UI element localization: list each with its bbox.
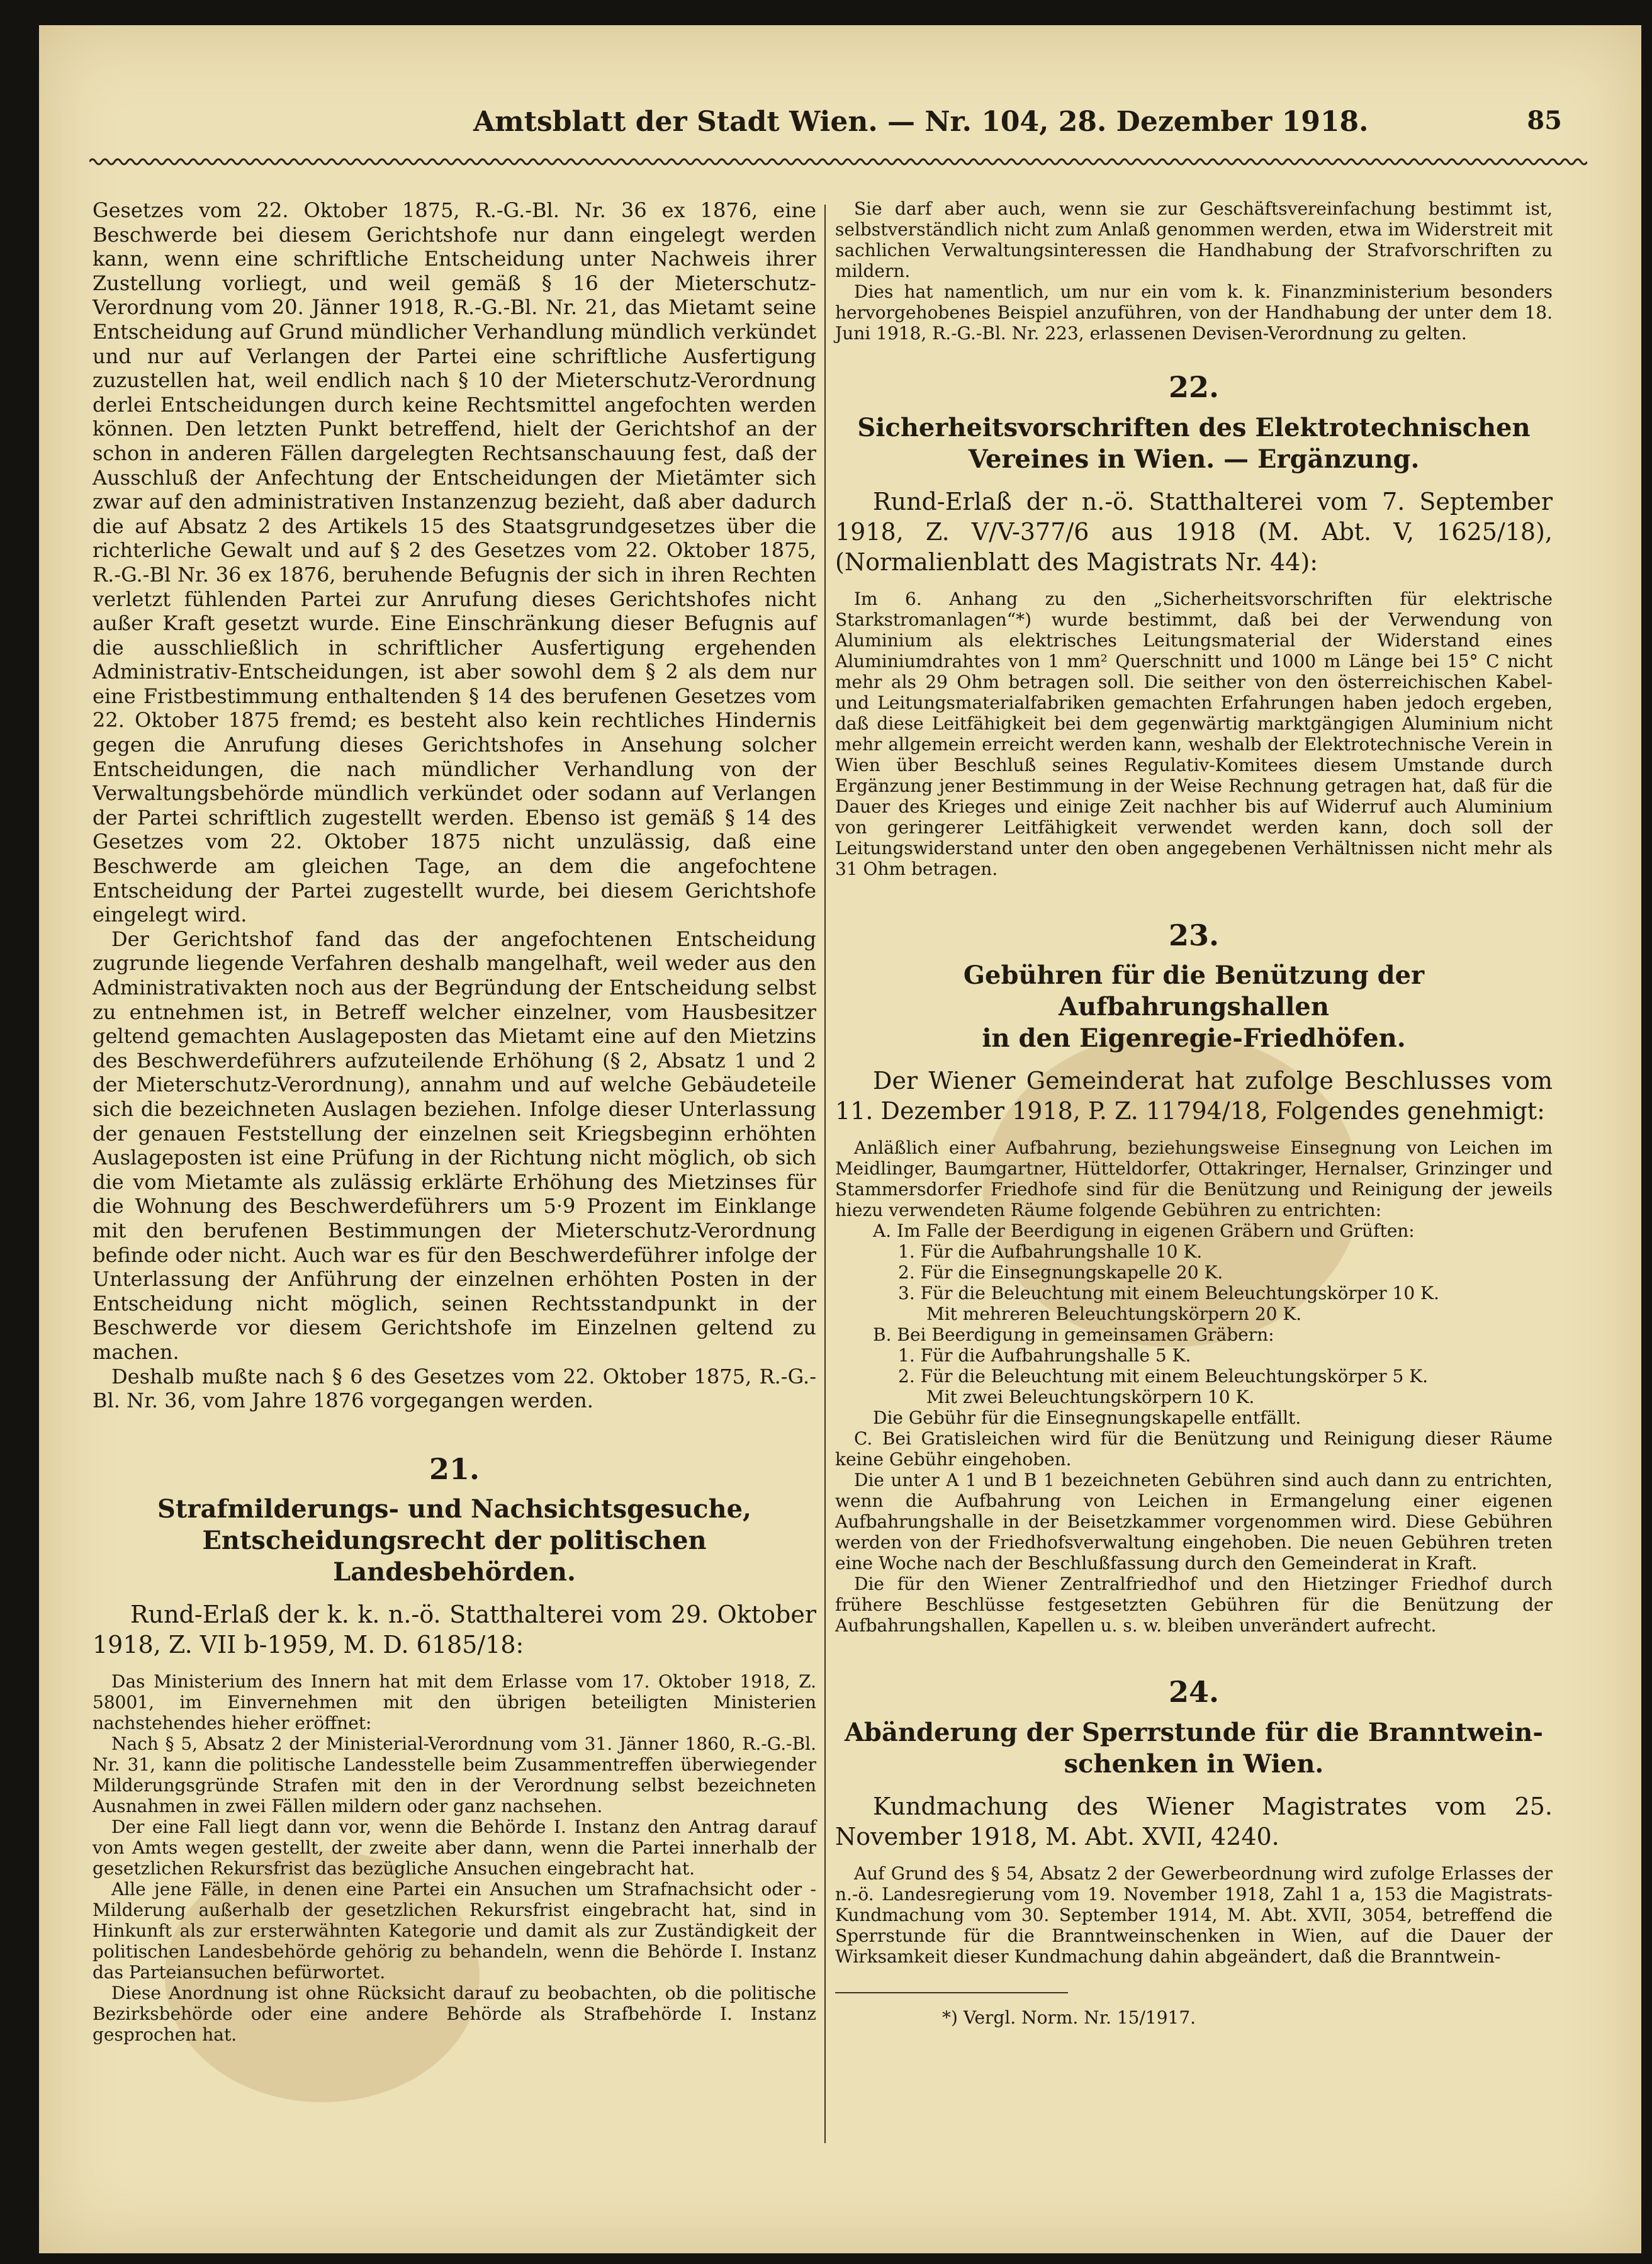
decree-text: Rund-Erlaß der k. k. n.-ö. Statthalterei vom 29. Oktober 1918, Z. VII b-1959, M. D. 6185/18:	[93, 1601, 816, 1659]
list-item-continuation: Mit zwei Beleuchtungskörpern 10 K.	[926, 1387, 1255, 1408]
paragraph: Die unter A 1 und B 1 bezeichneten Gebühren sind auch dann zu entrichten, wenn die Aufbahrung von Leichen in Ermangelung einer eigenen Aufbahrungshalle in der Beisetzkammer vorgenommen wird. Diese Gebühren werden von der Friedhofsverwaltung eingehoben. Die neuen Gebühren treten eine Woche nach der Beschlußfassung durch den Gemeinderat in Kraft.	[835, 1470, 1553, 1574]
paragraph: Alle jene Fälle, in denen eine Partei ein Ansuchen um Strafnachsicht oder -Milderung außerhalb der gesetzlichen Rekursfrist eingebracht hat, sind in Hinkunft als zur ersterwähnten Kategorie und damit als zur Zuständigkeit der politischen Landesbehörde gehörig zu behandeln, wenn die Behörde I. Instanz das Parteiansuchen befürwortet.	[93, 1879, 816, 1983]
column-divider	[824, 205, 826, 2143]
footnote-rule	[835, 1992, 1068, 1993]
paragraph: Das Ministerium des Innern hat mit dem Erlasse vom 17. Oktober 1918, Z. 58001, im Einvernehmen mit den übrigen beteiligten Ministerien nachstehendes hieher eröffnet:	[93, 1671, 816, 1734]
paragraph: Die für den Wiener Zentralfriedhof und den Hietzinger Friedhof durch frühere Beschlüsse festgesetzten Gebühren für die Benützung der Aufbahrungshallen, Kapellen u. s. w. bleiben unverändert aufrecht.	[835, 1574, 1553, 1636]
list-note: Die Gebühr für die Einsegnungskapelle entfällt.	[873, 1407, 1301, 1429]
section-body	[93, 1671, 816, 2045]
decree-reference	[835, 1791, 1553, 1852]
section-body	[835, 589, 1553, 879]
section-number: 24.	[1168, 1675, 1220, 1709]
list-item: 2. Für die Einsegnungskapelle 20 K.	[898, 1262, 1223, 1283]
section-title	[835, 412, 1553, 475]
paragraph: Auf Grund des § 54, Absatz 2 der Gewerbeordnung wird zufolge Erlasses der n.-ö. Landesregierung vom 19. November 1918, Zahl 1 a, 153 die Magistrats-Kundmachung vom 30. September 1914, M. Abt. XVII, 3054, betreffend die Sperrstunde für die Branntweinschenken in Wien, auf die Dauer der Wirksamkeit dieser Kundmachung dahin abgeändert, daß die Branntwein-	[835, 1862, 1553, 1967]
decree-text: Der Wiener Gemeinderat hat zufolge Beschlusses vom 11. Dezember 1918, P. Z. 11794/18, Folgendes genehmigt:	[835, 1067, 1553, 1125]
section-title-line: in den Eigenregie-Friedhöfen.	[982, 1023, 1406, 1054]
section-title	[93, 1494, 816, 1588]
paragraph: Sie darf aber auch, wenn sie zur Geschäftsvereinfachung bestimmt ist, selbstverständlich nicht zum Anlaß genommen werden, etwa im Widerstreit mit sachlichen Verwaltungsinteressen die Handhabung der Strafvorschriften zu mildern.	[835, 198, 1553, 281]
list-item: 3. Für die Beleuchtung mit einem Beleuchtungskörper 10 K.	[898, 1283, 1439, 1304]
decree-text: Kundmachung des Wiener Magistrates vom 25. November 1918, M. Abt. XVII, 4240.	[835, 1792, 1553, 1850]
section-title-line: Gebühren für die Benützung der Aufbahrungshallen	[963, 960, 1425, 1022]
list-item-continuation: Mit mehreren Beleuchtungskörpern 20 K.	[926, 1304, 1302, 1325]
header-rule	[89, 154, 1587, 169]
section-number: 23.	[1168, 918, 1220, 952]
section-number: 21.	[429, 1451, 480, 1486]
list-item: 1. Für die Aufbahrungshalle 10 K.	[898, 1241, 1203, 1263]
section-title-line: Sicherheitsvorschriften des Elektrotechnischen	[857, 412, 1531, 442]
paragraph: Nach § 5, Absatz 2 der Ministerial-Verordnung vom 31. Jänner 1860, R.-G.-Bl. Nr. 31, kann die politische Landesstelle beim Zusammentreffen überwiegender Milderungsgründe Strafen mit den in der Verordnung selbst bezeichneten Ausnahmen in zwei Fällen mildern oder ganz nachsehen.	[93, 1733, 816, 1817]
paragraph: Deshalb mußte nach § 6 des Gesetzes vom 22. Oktober 1875, R.-G.-Bl. Nr. 36, vom Jahre 1876 vorgegangen werden.	[93, 1364, 816, 1413]
decree-reference	[835, 1066, 1553, 1126]
section-title-line: Vereines in Wien. — Ergänzung.	[968, 444, 1420, 474]
list-item: 2. Für die Beleuchtung mit einem Beleuchtungskörper 5 K.	[898, 1366, 1429, 1387]
paragraph: Im 6. Anhang zu den „Sicherheitsvorschriften für elektrische Starkstromanlagen“*) wurde bestimmt, daß bei der Verwendung von Aluminium als elektrisches Leitungsmaterial der Widerstand eines Aluminiumdrahtes von 1 mm² Querschnitt und 1000 m Länge bei 15° C nicht mehr als 29 Ohm betragen soll. Die seither von den österreichischen Kabel- und Leitungsmaterialfabriken gemachten Erfahrungen haben jedoch ergeben, daß diese Leitfähigkeit bei dem gegenwärtig marktgängigen Aluminium nicht mehr allgemein erreicht werden kann, weshalb der Elektrotechnische Verein in Wien über Beschluß seines Regulativ-Komitees diesem Umstande durch Ergänzung jener Bestimmung in der Weise Rechnung getragen hat, daß für die Dauer des Krieges und einige Zeit nachher bis auf Widerruf auch Aluminium von geringerer Leitfähigkeit verwendet werden kann, doch soll der Leitungswiderstand unter den oben angegebenen Verhältnissen nicht mehr als 31 Ohm betragen.	[835, 588, 1553, 879]
paragraph: Dies hat namentlich, um nur ein vom k. k. Finanzministerium besonders hervorgehobenes Beispiel anzuführen, von der Handhabung der unter dem 18. Juni 1918, R.-G.-Bl. Nr. 223, erlassenen Devisen-Verordnung zu gelten.	[835, 281, 1553, 344]
decree-text: Rund-Erlaß der n.-ö. Statthalterei vom 7. September 1918, Z. V/V-377/6 aus 1918 (M. Abt. V, 1625/18), (Normalienblatt des Magistrats Nr. 44):	[835, 487, 1553, 576]
section-number: 22.	[1168, 370, 1220, 404]
decree-reference	[93, 1599, 816, 1660]
newspaper-page	[39, 25, 1641, 2253]
section-title-line: Strafmilderungs- und Nachsichtsgesuche,	[157, 1494, 751, 1524]
paragraph: Anläßlich einer Aufbahrung, beziehungsweise Einsegnung von Leichen im Meidlinger, Baumgartner, Hütteldorfer, Ottakringer, Hernalser, Grinzinger und Stammersdorfer Friedhofe sind für die Benützung und Reinigung der jeweils hiezu verwendeten Räume folgende Gebühren zu entrichten:	[835, 1137, 1553, 1221]
running-header: Amtsblatt der Stadt Wien. — Nr. 104, 28. Dezember 1918.	[473, 106, 1369, 138]
paragraph: Diese Anordnung ist ohne Rücksicht darauf zu beobachten, ob die politische Bezirksbehörde oder eine andere Behörde als Strafbehörde I. Instanz gesprochen hat.	[93, 1983, 816, 2046]
section-title	[835, 960, 1553, 1054]
right-column	[835, 198, 1553, 2030]
intro-block	[835, 198, 1553, 344]
section-body	[835, 1863, 1553, 1967]
section-body	[835, 1137, 1553, 1636]
section-title-line: schenken in Wien.	[1064, 1749, 1324, 1779]
footnote: *) Vergl. Norm. Nr. 15/1917.	[942, 2007, 1196, 2028]
paragraph: Der eine Fall liegt dann vor, wenn die Behörde I. Instanz den Antrag darauf von Amts wegen gestellt, der zweite aber dann, wenn die Partei innerhalb der gesetzlichen Rekursfrist das bezügliche Ansuchen eingebracht hat.	[93, 1816, 816, 1879]
list-item: 1. Für die Aufbahrungshalle 5 K.	[898, 1345, 1191, 1366]
decree-reference	[835, 487, 1553, 577]
section-title	[835, 1717, 1553, 1780]
paragraph: Der Gerichtshof fand das der angefochtenen Entscheidung zugrunde liegende Verfahren deshalb mangelhaft, weil weder aus den Administrativakten noch aus der Begründung der Entscheidung selbst zu entnehmen ist, in Betreff welcher einzelner, vom Hausbesitzer geltend gemachten Auslageposten das Mietamt eine auf den Mietzins des Beschwerdeführers aufzuteilende Erhöhung (§ 2, Absatz 1 und 2 der Mieterschutz-Verordnung), annahm und auf welche Gebäudeteile sich die bezeichneten Auslagen beziehen. Infolge dieser Unterlassung der genauen Feststellung der einzelnen seit Kriegsbeginn erhöhten Auslageposten ist eine Prüfung in der Richtung nicht möglich, ob sich die vom Mietamte als zulässig erklärte Erhöhung des Mietzinses für die Wohnung des Beschwerdeführers um 5·9 Prozent im Einklange mit den berufenen Bestimmungen der Mieterschutz-Verordnung befinde oder nicht. Auch war es für den Beschwerdeführer infolge der Unterlassung der Anführung der einzelnen erhöhten Posten in der Entscheidung nicht möglich, seinen Rechtsstandpunkt in der Beschwerde vor diesem Gerichtshofe im Einzelnen geltend zu machen.	[93, 926, 816, 1364]
list-heading: B. Bei Beerdigung in gemeinsamen Gräbern:	[873, 1324, 1274, 1346]
page-number: 85	[1527, 106, 1562, 135]
paragraph: Gesetzes vom 22. Oktober 1875, R.-G.-Bl. Nr. 36 ex 1876, eine Beschwerde bei diesem Gerichtshofe nur dann eingelegt werden kann, wenn eine schriftliche Entscheidung unter Nachweis ihrer Zustellung vorliegt, und weil gemäß § 16 der Mieterschutz-Verordnung vom 20. Jänner 1918, R.-G.-Bl. Nr. 21, das Mietamt seine Entscheidung auf Grund mündlicher Verhandlung mündlich verkündet und nur auf Verlangen der Partei eine schriftliche Ausfertigung zuzustellen hat, weil endlich nach § 10 der Mieterschutz-Verordnung derlei Entscheidungen durch keine Rechtsmittel angefochten werden können. Den letzten Punkt betreffend, hielt der Gerichtshof an der schon in anderen Fällen dargelegten Rechtsanschauung fest, daß der Ausschluß der Anfechtung der Entscheidungen der Mietämter sich zwar auf den administrativen Instanzenzug bezieht, daß aber dadurch die auf Absatz 2 des Artikels 15 des Staatsgrundgesetzes über die richterliche Gewalt und auf § 2 des Gesetzes vom 22. Oktober 1875, R.-G.-Bl Nr. 36 ex 1876, beruhende Befugnis der sich in ihren Rechten verletzt fühlenden Partei zur Anrufung dieses Gerichtshofes nicht außer Kraft gesetzt wurde. Eine Einschränkung dieser Befugnis auf die ausschließlich in schriftlicher Ausfertigung ergehenden Administrativ-Entscheidungen, ist aber sowohl dem § 2 als dem nur eine Fristbestimmung enthaltenden § 14 des berufenen Gesetzes vom 22. Oktober 1875 fremd; es besteht also kein rechtliches Hindernis gegen die Anrufung dieses Gerichtshofes in Ansehung solcher Entscheidungen, die nach mündlicher Verhandlung von der Verwaltungsbehörde mündlich verkündet oder sodann auf Verlangen der Partei schriftlich zugestellt werden. Ebenso ist gemäß § 14 des Gesetzes vom 22. Oktober 1875 nicht unzulässig, daß eine Beschwerde am gleichen Tage, an dem die angefochtene Entscheidung der Partei zugestellt wurde, bei diesem Gerichtshofe eingelegt wird.	[93, 198, 816, 927]
left-column	[93, 198, 816, 2045]
paragraph: C. Bei Gratisleichen wird für die Benützung und Reinigung dieser Räume keine Gebühr eingehoben.	[835, 1428, 1553, 1470]
list-heading: A. Im Falle der Beerdigung in eigenen Gräbern und Grüften:	[873, 1220, 1415, 1242]
section-title-line: Abänderung der Sperrstunde für die Branntwein-	[845, 1717, 1543, 1747]
section-title-line: Entscheidungsrecht der politischen Landesbehörden.	[202, 1526, 707, 1587]
